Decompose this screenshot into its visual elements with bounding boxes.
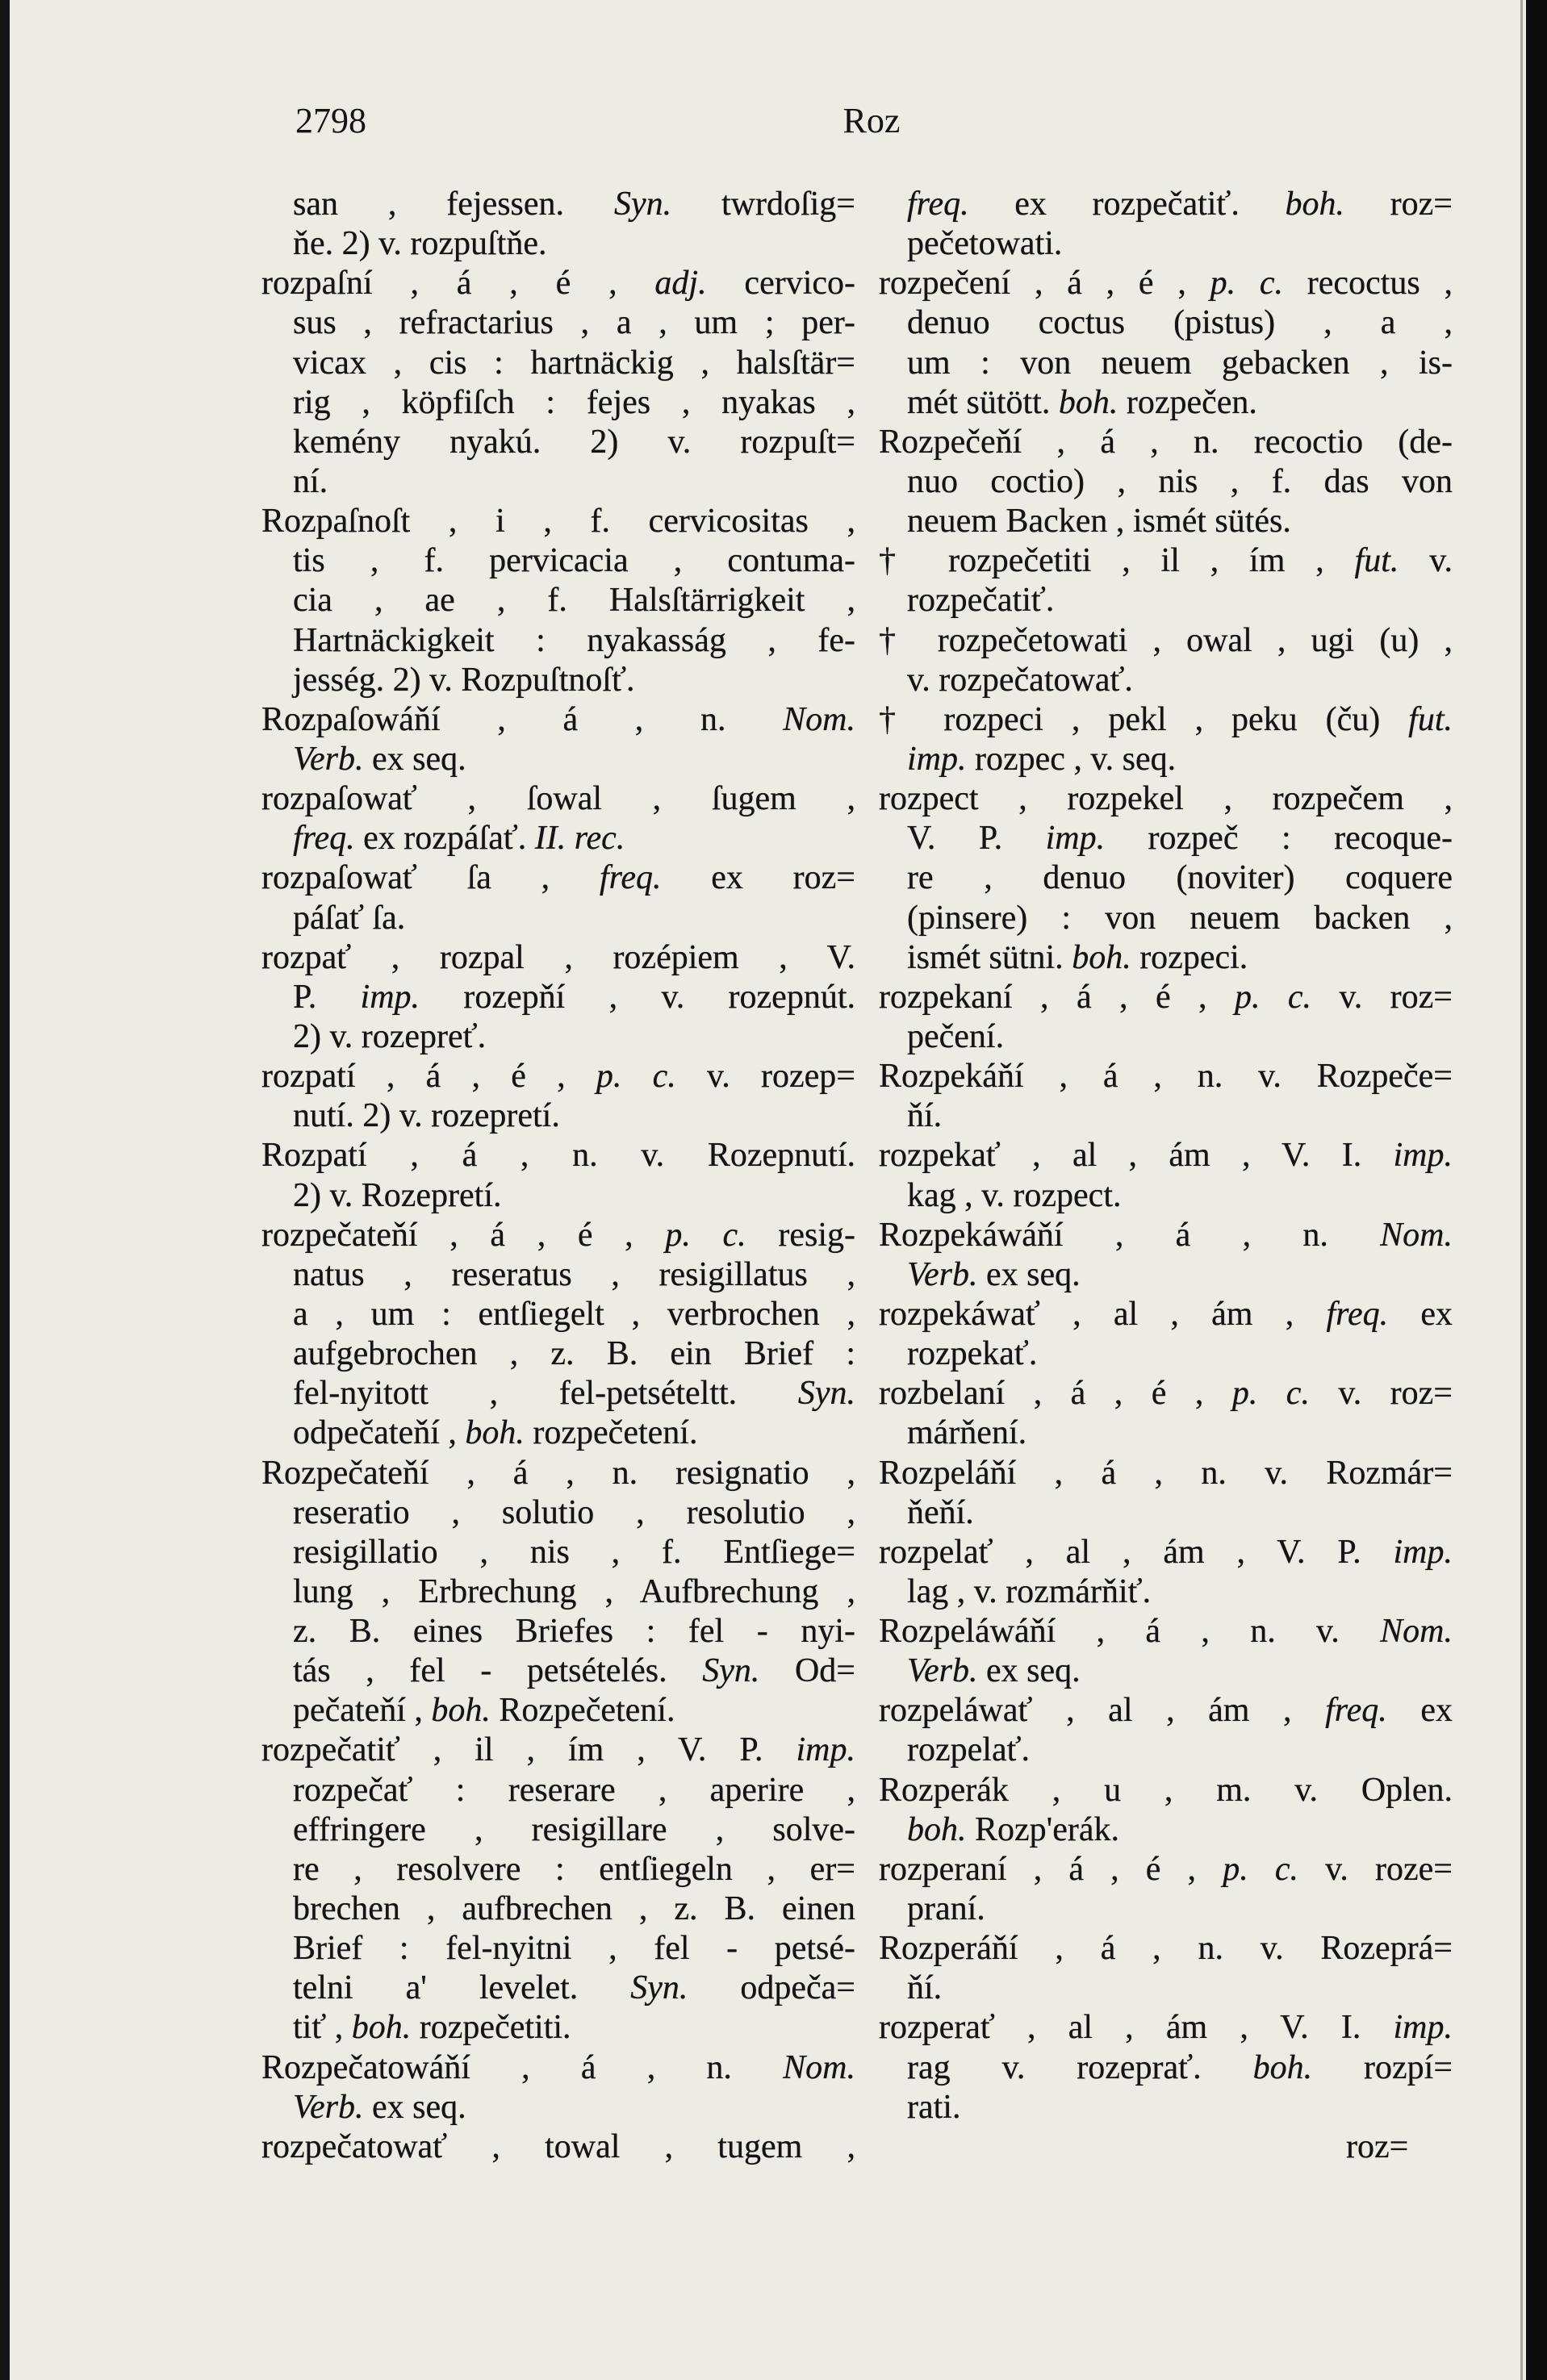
entry-continuation-line: a , um : entſiegelt , verbrochen ,	[293, 1295, 855, 1333]
italic-abbreviation: imp.	[1393, 1137, 1453, 1175]
italic-abbreviation: p. c.	[1234, 978, 1312, 1016]
entry-continuation-line: imp. rozpec , v. seq.	[907, 740, 1177, 778]
dictionary-entry	[261, 700, 855, 779]
entry-continuation-line: kag , v. rozpect.	[907, 1176, 1122, 1214]
entry-continuation-line: rozpekať.	[907, 1335, 1038, 1373]
italic-abbreviation: Nom.	[1380, 1216, 1453, 1254]
italic-abbreviation: imp.	[1393, 2009, 1453, 2047]
dictionary-entry	[879, 779, 1453, 978]
entry-continuation-line: pečateňí , boh. Rozpečetení.	[293, 1692, 675, 1730]
entry-first-line: Rozperák , u , m. v. Oplen.	[879, 1771, 1453, 1809]
entry-continuation-line: rozpečať : reserare , aperire ,	[293, 1771, 855, 1809]
entry-continuation-line: telni a' levelet. Syn. odpeča=	[293, 1969, 855, 2007]
entry-continuation-line: V. P. imp. rozpeč : recoque-	[907, 820, 1453, 858]
dictionary-entry	[261, 1136, 855, 1215]
italic-abbreviation: freq.	[907, 186, 969, 223]
dictionary-entry	[879, 700, 1453, 779]
dictionary-entry	[879, 1771, 1453, 1850]
italic-abbreviation: boh.	[1252, 2048, 1313, 2086]
italic-abbreviation: boh.	[431, 1692, 491, 1730]
dictionary-entry	[261, 858, 855, 937]
carried-over-text	[879, 185, 1453, 264]
entry-first-line: Rozpatí , á , n. v. Rozepnutí.	[261, 1137, 855, 1175]
entry-first-line: rozpeláwať , al , ám , freq. ex	[879, 1692, 1453, 1730]
dictionary-entry	[879, 1136, 1453, 1215]
entry-first-line: Rozpekáňí , á , n. v. Rozpeče=	[879, 1058, 1453, 1096]
dictionary-entry	[879, 1691, 1453, 1770]
italic-abbreviation: Verb.	[907, 1652, 978, 1690]
entry-continuation-line: P. imp. rozepňí , v. rozepnút.	[293, 978, 855, 1016]
entry-continuation-line: nutí. 2) v. rozepretí.	[293, 1097, 560, 1135]
dictionary-entry	[879, 2008, 1453, 2127]
italic-abbreviation: II. rec.	[534, 820, 625, 858]
entry-continuation-line: brechen , aufbrechen , z. B. einen	[293, 1890, 855, 1928]
italic-abbreviation: boh.	[1285, 186, 1345, 223]
entry-continuation-line: resigillatio , nis , f. Entſiege=	[293, 1533, 855, 1571]
entry-continuation-line: ňeňí.	[907, 1493, 974, 1531]
entry-first-line: rozpečateňí , á , é , p. c. resig-	[261, 1216, 855, 1254]
dictionary-entry	[879, 1850, 1453, 1929]
entry-continuation-line: páſať ſa.	[293, 899, 406, 937]
dictionary-entry	[879, 621, 1453, 700]
entry-continuation-line: ní.	[293, 462, 328, 500]
entry-continuation-line: reseratio , solutio , resolutio ,	[293, 1493, 855, 1531]
entry-first-line: rozbelaní , á , é , p. c. v. roz=	[879, 1375, 1453, 1413]
italic-abbreviation: boh.	[1058, 383, 1118, 421]
entry-continuation-line: um : von neuem gebacken , is-	[907, 344, 1453, 382]
entry-continuation-line: márňení.	[907, 1414, 1027, 1452]
dictionary-entry	[261, 938, 855, 1057]
entry-continuation-line: 2) v. rozepreť.	[293, 1017, 487, 1055]
entry-first-line: rozpekaní , á , é , p. c. v. roz=	[879, 978, 1453, 1016]
entry-first-line: Rozpečateňí , á , n. resignatio ,	[261, 1454, 855, 1492]
page-number: 2798	[295, 101, 366, 140]
dictionary-entry	[261, 779, 855, 858]
entry-continuation-line: rati.	[907, 2088, 961, 2126]
italic-abbreviation: boh.	[351, 2009, 412, 2047]
running-head: Roz	[842, 101, 901, 140]
italic-abbreviation: imp.	[1045, 820, 1106, 858]
carried-over-text	[261, 185, 855, 264]
carried-over-line: ňe. 2) v. rozpuſtňe.	[293, 225, 547, 263]
entry-continuation-line: (pinsere) : von neuem backen ,	[907, 899, 1453, 937]
entry-continuation-line: mét sütött. boh. rozpečen.	[907, 383, 1257, 421]
dictionary-entry	[879, 1057, 1453, 1136]
italic-abbreviation: imp.	[360, 978, 420, 1016]
italic-abbreviation: freq.	[599, 859, 662, 897]
italic-abbreviation: adj.	[654, 265, 707, 303]
entry-first-line: rozpekáwať , al , ám , freq. ex	[879, 1295, 1453, 1333]
entry-first-line: rozpečení , á , é , p. c. recoctus ,	[879, 265, 1453, 303]
entry-continuation-line: lag , v. rozmárňiť.	[907, 1572, 1152, 1610]
italic-abbreviation: p. c.	[1210, 265, 1284, 303]
entry-continuation-line: Verb. ex seq.	[907, 1652, 1081, 1690]
entry-first-line: † rozpečetiti , il , ím , fut. v.	[879, 542, 1453, 580]
entry-continuation-line: effringere , resigillare , solve-	[293, 1810, 855, 1848]
entry-continuation-line: ňí.	[907, 1097, 943, 1135]
entry-continuation-line: odpečateňí , boh. rozpečetení.	[293, 1414, 698, 1452]
dictionary-entry	[879, 1612, 1453, 1691]
entry-continuation-line: rozpelať.	[907, 1731, 1031, 1769]
entry-continuation-line: nuo coctio) , nis , f. das von	[907, 462, 1453, 500]
entry-first-line: rozpaſowať ſa , freq. ex roz=	[261, 859, 855, 897]
italic-abbreviation: boh.	[1072, 938, 1131, 976]
entry-continuation-line: tis , f. pervicacia , contuma-	[293, 542, 855, 580]
italic-abbreviation: Nom.	[783, 2048, 855, 2086]
entry-continuation-line: rig , köpfiſch : fejes , nyakas ,	[293, 383, 855, 421]
entry-continuation-line: natus , reseratus , resigillatus ,	[293, 1255, 855, 1293]
dictionary-entry	[261, 1057, 855, 1136]
entry-first-line: rozperať , al , ám , V. I. imp.	[879, 2009, 1453, 2047]
scan-edge-left	[0, 0, 10, 2380]
entry-first-line: Rozpeláwáňí , á , n. v. Nom.	[879, 1613, 1453, 1651]
italic-abbreviation: p. c.	[1223, 1850, 1298, 1888]
dictionary-entry	[879, 1533, 1453, 1612]
entry-first-line: Rozperáňí , á , n. v. Rozeprá=	[879, 1930, 1453, 1968]
entry-continuation-line: Verb. ex seq.	[293, 2088, 466, 2126]
italic-abbreviation: fut.	[1408, 700, 1453, 738]
entry-continuation-line: rag v. rozeprať. boh. rozpí=	[907, 2048, 1453, 2086]
italic-abbreviation: Nom.	[1380, 1613, 1453, 1651]
entry-continuation-line: fel-nyitott , fel-petsételtt. Syn.	[293, 1375, 855, 1413]
entry-first-line: Rozpeláňí , á , n. v. Rozmár=	[879, 1454, 1453, 1492]
italic-abbreviation: fut.	[1354, 542, 1399, 580]
italic-abbreviation: Nom.	[783, 700, 855, 738]
entry-first-line: rozpať , rozpal , rozépiem , V.	[261, 938, 855, 976]
entry-continuation-line: re , resolvere : entſiegeln , er=	[293, 1850, 855, 1888]
entry-continuation-line: rozpečatiť.	[907, 582, 1055, 620]
entry-continuation-line: cia , ae , f. Halsſtärrigkeit ,	[293, 582, 855, 620]
italic-abbreviation: imp.	[907, 740, 967, 778]
entry-continuation-line: Verb. ex seq.	[293, 740, 466, 778]
entry-continuation-line: Verb. ex seq.	[907, 1255, 1081, 1293]
italic-abbreviation: imp.	[796, 1731, 855, 1769]
entry-continuation-line: vicax , cis : hartnäckig , halsſtär=	[293, 344, 855, 382]
dictionary-entry	[261, 1731, 855, 2048]
dictionary-entry	[879, 1374, 1453, 1453]
dictionary-entry	[879, 541, 1453, 620]
italic-abbreviation: Syn.	[630, 1969, 688, 2007]
entry-first-line: rozpečatowať , towal , tugem ,	[261, 2127, 855, 2165]
italic-abbreviation: boh.	[465, 1414, 525, 1452]
dictionary-entry	[261, 264, 855, 502]
entry-continuation-line: kemény nyakú. 2) v. rozpuſt=	[293, 423, 855, 461]
dictionary-entry	[879, 1929, 1453, 2008]
entry-continuation-line: ismét sütni. boh. rozpeci.	[907, 938, 1248, 976]
entry-first-line: Rozpekáwáňí , á , n. Nom.	[879, 1216, 1453, 1254]
italic-abbreviation: p. c.	[665, 1216, 746, 1254]
entry-continuation-line: z. B. eines Briefes : fel - nyi-	[293, 1613, 855, 1651]
entry-first-line: rozpečatiť , il , ím , V. P. imp.	[261, 1731, 855, 1769]
left-column	[261, 185, 855, 2167]
entry-continuation-line: aufgebrochen , z. B. ein Brief :	[293, 1335, 855, 1373]
dictionary-entry	[879, 423, 1453, 541]
entry-continuation-line: freq. ex rozpáſať. II. rec.	[293, 820, 625, 858]
italic-abbreviation: freq.	[1325, 1692, 1387, 1730]
entry-first-line: rozpatí , á , é , p. c. v. rozep=	[261, 1058, 855, 1096]
italic-abbreviation: Syn.	[702, 1652, 760, 1690]
dictionary-entry	[879, 1454, 1453, 1533]
dictionary-entry	[261, 502, 855, 700]
dictionary-entry	[261, 2048, 855, 2127]
italic-abbreviation: freq.	[293, 820, 355, 858]
right-column	[879, 185, 1453, 2127]
entry-first-line: rozpect , rozpekel , rozpečem ,	[879, 780, 1453, 818]
entry-continuation-line: pečení.	[907, 1017, 1005, 1055]
italic-abbreviation: p. c.	[1231, 1375, 1310, 1413]
dictionary-entry	[879, 1216, 1453, 1295]
italic-abbreviation: Verb.	[293, 2088, 364, 2126]
entry-continuation-line: jesség. 2) v. Rozpuſtnoſť.	[293, 661, 635, 699]
catchword: roz=	[1346, 2128, 1409, 2165]
dictionary-entry	[261, 1216, 855, 1454]
carried-over-line: pečetowati.	[907, 225, 1063, 263]
italic-abbreviation: Verb.	[293, 740, 364, 778]
scan-edge-right	[1526, 0, 1547, 2380]
italic-abbreviation: Syn.	[797, 1375, 855, 1413]
entry-first-line: rozperaní , á , é , p. c. v. roze=	[879, 1850, 1453, 1888]
italic-abbreviation: Verb.	[907, 1255, 978, 1293]
italic-abbreviation: Syn.	[613, 186, 672, 223]
entry-first-line: Rozpečeňí , á , n. recoctio (de-	[879, 423, 1453, 461]
entry-first-line: Rozpečatowáňí , á , n. Nom.	[261, 2048, 855, 2086]
entry-first-line: † rozpečetowati , owal , ugi (u) ,	[879, 621, 1453, 659]
dictionary-entry	[261, 2127, 855, 2167]
italic-abbreviation: boh.	[907, 1810, 967, 1848]
entry-continuation-line: re , denuo (noviter) coquere	[907, 859, 1453, 897]
entry-continuation-line: boh. Rozp'erák.	[907, 1810, 1119, 1848]
dictionary-entry	[261, 1454, 855, 1731]
entry-continuation-line: 2) v. Rozepretí.	[293, 1176, 502, 1214]
entry-continuation-line: denuo coctus (pistus) , a ,	[907, 304, 1453, 342]
entry-continuation-line: neuem Backen , ismét sütés.	[907, 503, 1291, 541]
entry-continuation-line: sus , refractarius , a , um ; per-	[293, 304, 855, 342]
dictionary-entry	[879, 978, 1453, 1057]
dictionary-entry	[879, 1295, 1453, 1374]
entry-continuation-line: ňí.	[907, 1969, 943, 2007]
entry-first-line: Rozpaſowáňí , á , n. Nom.	[261, 700, 855, 738]
entry-first-line: rozpaſní , á , é , adj. cervico-	[261, 265, 855, 303]
entry-continuation-line: Hartnäckigkeit : nyakasság , fe-	[293, 621, 855, 659]
entry-first-line: rozpelať , al , ám , V. P. imp.	[879, 1533, 1453, 1571]
entry-continuation-line: praní.	[907, 1890, 985, 1928]
entry-continuation-line: lung , Erbrechung , Aufbrechung ,	[293, 1572, 855, 1610]
entry-continuation-line: tiť , boh. rozpečetiti.	[293, 2009, 571, 2047]
entry-first-line: rozpekať , al , ám , V. I. imp.	[879, 1137, 1453, 1175]
italic-abbreviation: p. c.	[596, 1058, 676, 1096]
dictionary-entry	[879, 264, 1453, 423]
entry-continuation-line: tás , fel - petsételés. Syn. Od=	[293, 1652, 855, 1690]
carried-over-line: san , fejessen. Syn. twrdoſig=	[293, 186, 855, 223]
entry-continuation-line: Brief : fel-nyitni , fel - petsé-	[293, 1930, 855, 1968]
italic-abbreviation: freq.	[1326, 1295, 1389, 1333]
italic-abbreviation: imp.	[1393, 1533, 1453, 1571]
entry-first-line: rozpaſowať , ſowal , ſugem ,	[261, 780, 855, 818]
entry-first-line: † rozpeci , pekl , peku (ču) fut.	[879, 700, 1453, 738]
entry-first-line: Rozpaſnoſt , i , f. cervicositas ,	[261, 503, 855, 541]
page-edge-line	[1520, 0, 1523, 2380]
entry-continuation-line: v. rozpečatowať.	[907, 661, 1133, 699]
carried-over-line: freq. ex rozpečatiť. boh. roz=	[907, 186, 1453, 223]
